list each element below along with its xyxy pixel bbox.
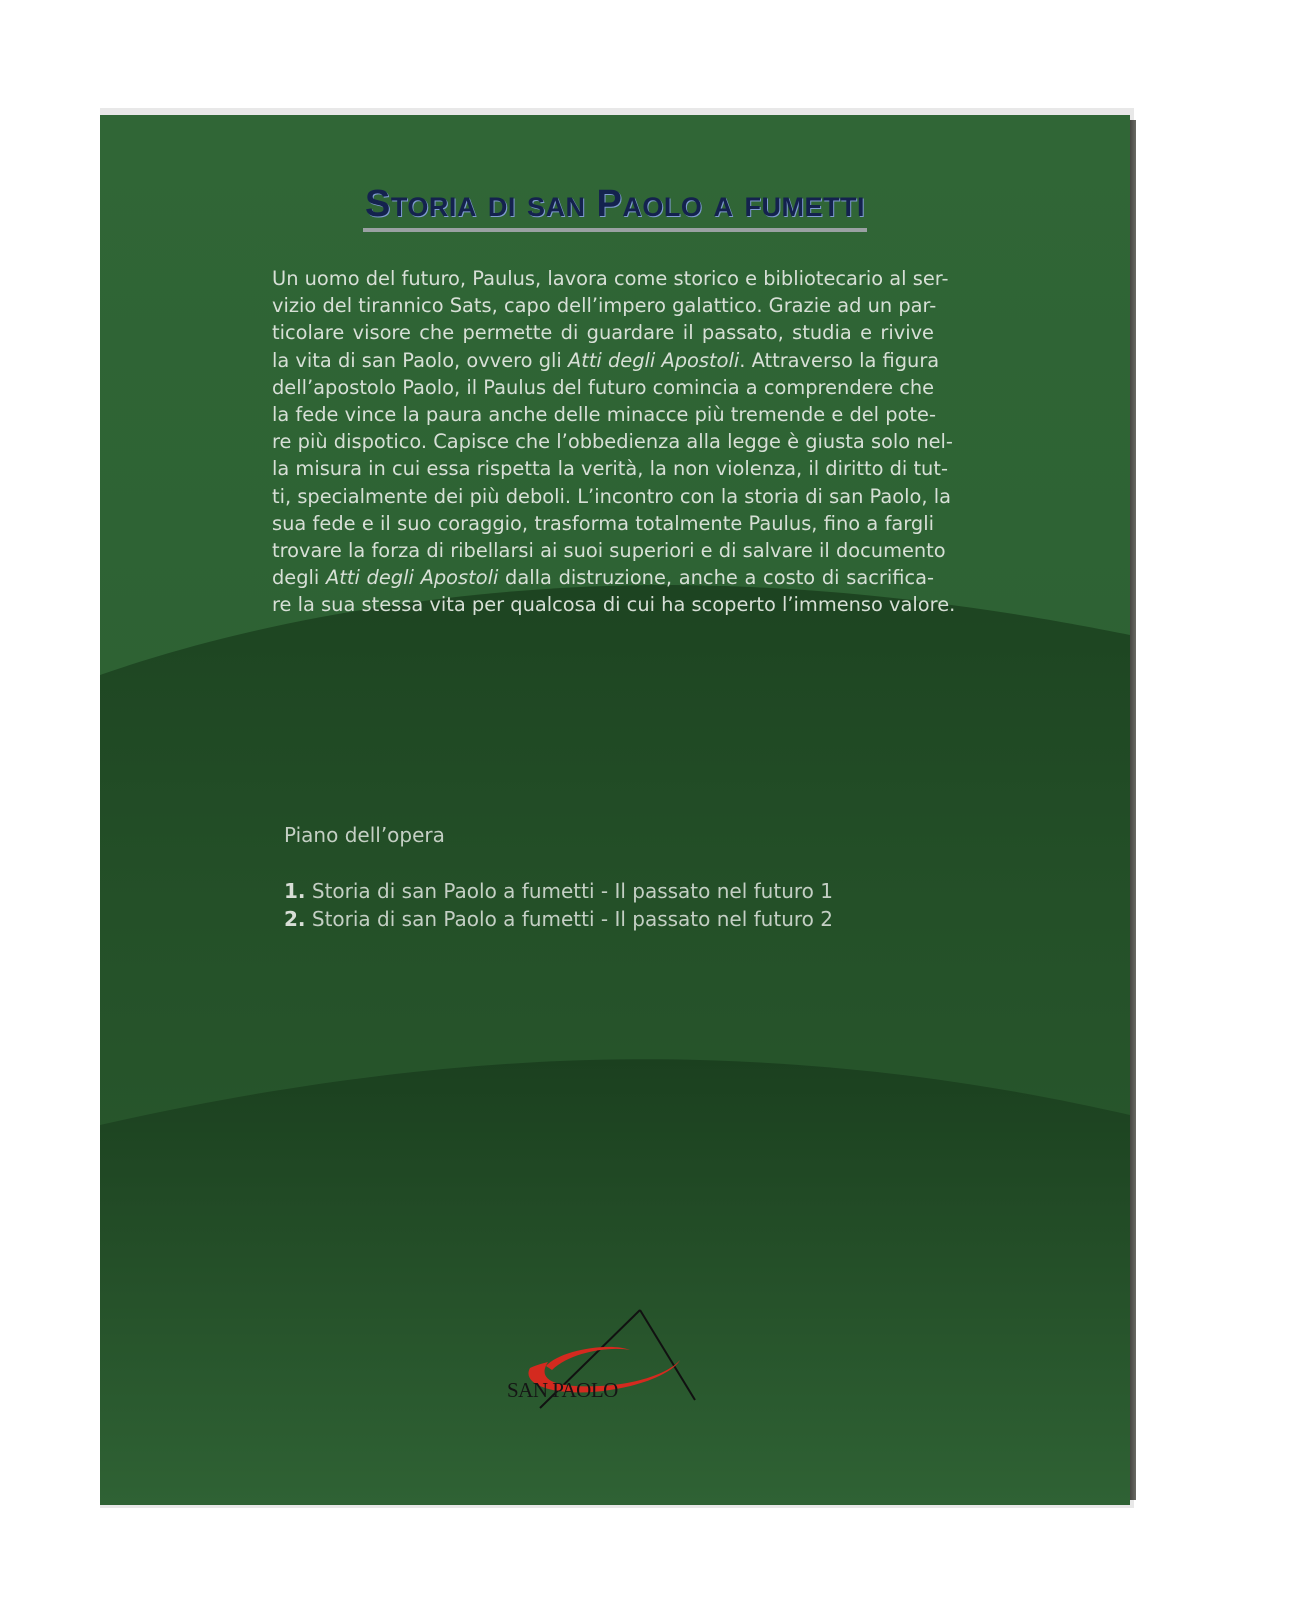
publisher-logo-icon <box>500 1290 720 1430</box>
description-text: la vita di san Paolo, ovvero gli <box>272 348 568 372</box>
description-text: degli <box>272 566 327 590</box>
description-line <box>272 292 937 319</box>
plan-of-work <box>284 823 833 933</box>
description-line <box>272 428 953 455</box>
book-back-cover <box>100 115 1130 1505</box>
description-text: ti, specialmente dei più deboli. L’incontro con la storia di san Paolo, la <box>272 484 951 508</box>
plan-item-text: Storia di san Paolo a fumetti - Il passato nel futuro 2 <box>305 907 833 931</box>
description-text: re più dispotico. Capisce che l’obbedienza alla legge è giusta solo nel- <box>272 430 953 454</box>
cover-title-block <box>100 183 1130 232</box>
book-title-italic: Atti degli Apostoli <box>326 566 499 590</box>
plan-item-text: Storia di san Paolo a fumetti - Il passato nel futuro 1 <box>305 879 833 903</box>
description-line <box>272 401 934 428</box>
description-line <box>272 265 949 292</box>
plan-item <box>284 905 833 933</box>
plan-item-number: 2. <box>284 907 306 931</box>
description-text: dell’apostolo Paolo, il Paulus del futuro comincia a comprendere che <box>272 375 935 399</box>
plan-item <box>284 877 833 905</box>
book-title-italic: Atti degli Apostoli <box>567 348 740 372</box>
description-text: re la sua stessa vita per qualcosa di cui ha scoperto l’immenso valore. <box>272 593 956 617</box>
description-text: la misura in cui essa rispetta la verità, la non violenza, il diritto di tut- <box>272 457 948 481</box>
description-line <box>272 347 940 374</box>
description-line <box>272 319 934 346</box>
description-line <box>272 537 946 564</box>
description-line <box>272 510 934 537</box>
description-line <box>272 374 934 401</box>
description-text: sua fede e il suo coraggio, trasforma totalmente Paulus, fino a fargli <box>272 511 934 535</box>
description-line <box>272 483 951 510</box>
publisher-name: SAN PAOLO <box>507 1378 618 1402</box>
description-text: trovare la forza di ribellarsi ai suoi superiori e di salvare il documento <box>272 539 946 563</box>
description-text: . Attraverso la figura <box>739 348 940 372</box>
description-text: dalla distruzione, anche a costo di sacrifica- <box>498 566 934 590</box>
description-text: la fede vince la paura anche delle minacce più tremende e del pote- <box>272 403 936 427</box>
plan-title: Piano dell’opera <box>284 823 445 847</box>
description-text: ticolare visore che permette di guardare il passato, studia e rivive <box>272 321 934 345</box>
description-line <box>272 591 956 618</box>
description-line <box>272 564 934 591</box>
cover-title: Storia di san Paolo a fumetti <box>363 183 867 232</box>
description-text: vizio del tirannico Sats, capo dell’impero galattico. Grazie ad un par- <box>272 294 937 318</box>
cover-description <box>272 265 956 619</box>
plan-item-number: 1. <box>284 879 306 903</box>
description-line <box>272 455 948 482</box>
description-text: Un uomo del futuro, Paulus, lavora come storico e bibliotecario al ser- <box>272 267 949 290</box>
